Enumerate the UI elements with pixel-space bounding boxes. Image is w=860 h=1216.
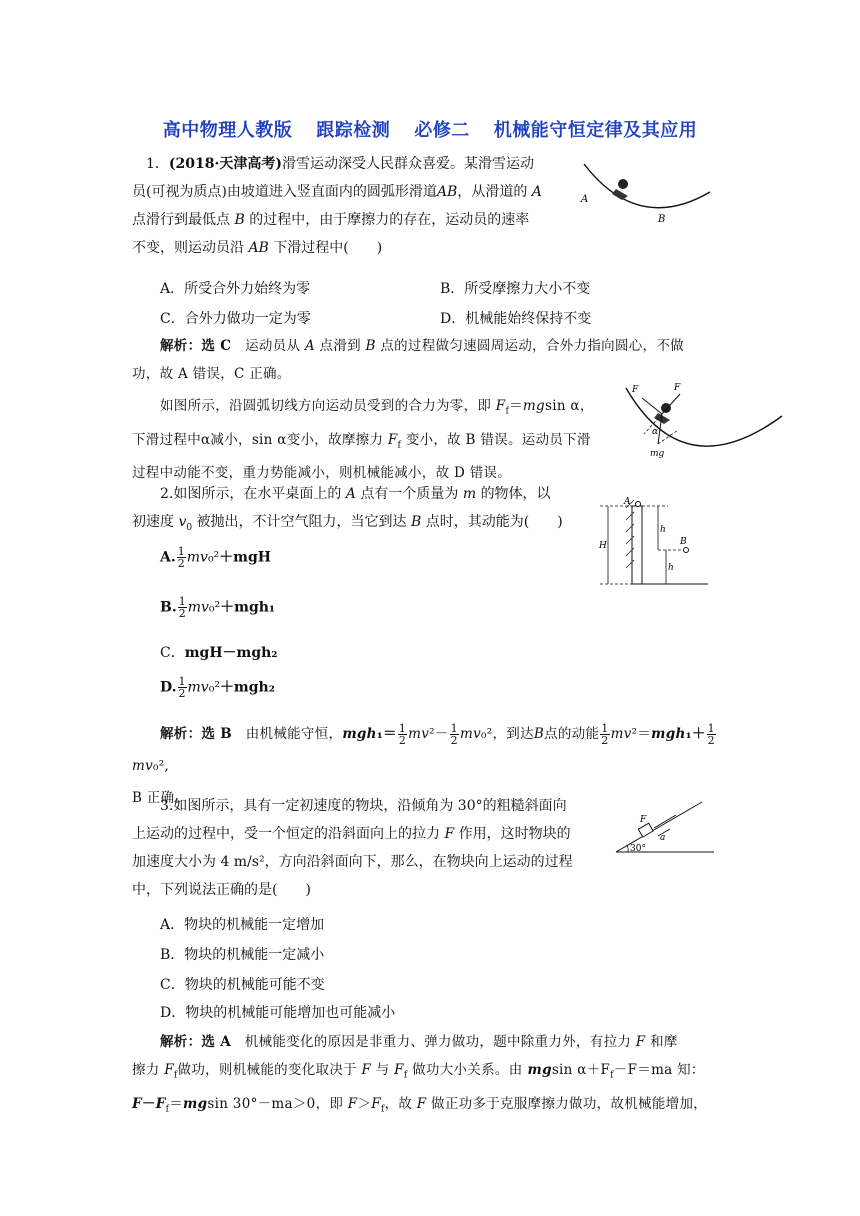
q3-option-b[interactable]: B．物块的机械能一定减小 xyxy=(160,947,325,963)
q3-an-4: 做功，则机械能的变化取决于 xyxy=(177,1062,357,1078)
q2-opt-a-label: A. xyxy=(160,549,176,566)
q2-fig-label-h2: h xyxy=(668,563,674,573)
q1-option-b[interactable]: B．所受摩擦力大小不变 xyxy=(440,281,591,297)
q1-stem-e: 的过程中，由于摩擦力的存在，运动员的速率 xyxy=(249,212,530,228)
q2-opt-c-label: C． xyxy=(160,645,185,661)
q1-an-7: 下滑过程中α减小，sin α变小，故摩擦力 xyxy=(132,431,388,448)
q1-arc-ab-2: AB xyxy=(244,240,274,256)
q2-an-4: B 正确。 xyxy=(132,790,189,806)
title-part-4: 机械能守恒定律及其应用 xyxy=(493,120,698,141)
q1-fig2-ff: F xyxy=(632,385,639,395)
q1-stem-a: 滑雪运动深受人民群众喜爱。某滑雪运动 xyxy=(282,156,535,172)
q2-figure xyxy=(596,496,716,586)
q3-stem-b: 上运动的过程中，受一个恒定的沿斜面向上的拉力 xyxy=(132,826,440,842)
q2-stem-b: 点有一个质量为 xyxy=(360,486,459,502)
q3-stem-d: 加速度大小为 4 m/s²，方向沿斜面向下，那么，在物块向上运动的过程 xyxy=(132,854,573,870)
q1-stem-c: ，从滑道的 xyxy=(457,184,528,200)
q3-an-6: 做功大小关系。由 xyxy=(412,1062,523,1078)
q1-option-c[interactable]: C．合外力做功一定为零 xyxy=(160,311,311,327)
q3-an-5: 与 xyxy=(375,1062,390,1078)
q3-option-d[interactable]: D．物块的机械能可能增加也可能减小 xyxy=(160,1005,396,1021)
q3-stem: 3.如图所示，具有一定初速度的物块，沿倾角为 30°的粗糙斜面向 上运动的过程中，受一个恒定的沿斜面向上的拉力 F 作用，这时物块的 加速度大小为 4 m/s²，方向沿斜面向下，那么，在物块向上运动的过程 中，下列说法正确的是( ) xyxy=(132,798,573,898)
q1-figure-forces xyxy=(622,378,788,462)
q1-analysis-2: 如图所示，沿圆弧切线方向运动员受到的合力为零，即 $F_f=mgsin$ α， 下滑过程中α减小，sin α变小，故摩擦力 $F_f$ 变小，故 B 错误。运动员下滑 过程中动能不变，重力势能减小，则机械能减小，故 D 错误。 xyxy=(132,398,594,482)
q2-opt-b-label: B. xyxy=(160,599,177,616)
q3-an-9: sin 30°－ma＞0，即 xyxy=(207,1095,344,1112)
q1-fig-label-b: B xyxy=(658,214,666,225)
q3-figure xyxy=(610,796,720,860)
q1-an-8: 变小，故 B 错误。运动员下滑 xyxy=(405,431,591,448)
q2-stem: 2.如图所示，在水平桌面上的 A 点有一个质量为 m 的物体，以 初速度 $v_0$ 被抛出，不计空气阻力，当它到达 B 点时，其动能为( ) xyxy=(132,486,563,533)
q1-fig-label-a: A xyxy=(581,194,589,205)
q1-fig2-alpha: α xyxy=(652,427,659,437)
q1-an-6: sin α， xyxy=(544,398,594,414)
q1-an-3: 点的过程做匀速圆周运动，合外力指向圆心，不做 xyxy=(380,338,684,354)
q1-number: 1． xyxy=(146,156,169,172)
q1-stem-f: 不变，则运动员沿 xyxy=(132,240,244,256)
q1-arc-ab: AB xyxy=(436,184,458,200)
q3-an-2: 和摩 xyxy=(650,1034,678,1050)
q1-stem-d: 点滑行到最低点 xyxy=(132,212,230,228)
q2-analysis: 解析：选 B 由机械能守恒，mgh₁＝ $\frac{1}{2}$ mv²－ $\frac{1}{2}$ mv₀²，到达B点的动能 $\frac{1}{2}$ mv²＝mgh₁＋ $\frac{1}{2}$ mv₀², B 正确。 xyxy=(132,722,715,806)
q2-opt-d-rest: ＋mgh₂ xyxy=(219,679,275,696)
q2-an-3: 点的动能 xyxy=(544,726,600,742)
title-part-1: 高中物理人教版 xyxy=(162,120,293,141)
q1-figure-slope xyxy=(578,156,718,228)
title-part-2: 跟踪检测 xyxy=(316,120,391,141)
page-title xyxy=(0,116,860,142)
q1-an-4: 功，故 A 错误，C 正确。 xyxy=(132,366,291,382)
q3-an-11: 做正功多于克服摩擦力做功，故机械能增加， xyxy=(431,1095,708,1112)
q3-analysis-choice: 选 A xyxy=(201,1034,231,1050)
q1-an-2: 点滑到 xyxy=(319,338,361,354)
q2-option-d[interactable]: D. $\frac{1}{2}$ mv₀²＋mgh₂ xyxy=(160,675,275,700)
q2-fig-label-h: H xyxy=(599,541,607,551)
q2-opt-d-label: D. xyxy=(160,679,177,696)
q3-an-7: sin α＋F xyxy=(551,1062,611,1078)
q1-an-9: 过程中动能不变，重力势能减小，则机械能减小，故 D 错误。 xyxy=(132,465,512,482)
title-part-3: 必修二 xyxy=(414,120,470,141)
q1-point-b: B xyxy=(230,212,250,228)
q3-option-a[interactable]: A．物块的机械能一定增加 xyxy=(160,917,325,933)
q1-fig2-fn: F xyxy=(674,383,681,393)
q2-fig-label-h1: h xyxy=(660,525,666,535)
q3-option-c[interactable]: C．物块的机械能可能不变 xyxy=(160,977,325,993)
q2-opt-c-rest: mgH－mgh₂ xyxy=(184,645,278,661)
q2-option-a[interactable]: A. $\frac{1}{2}$ mv₀²＋mgH xyxy=(160,545,272,570)
q2-opt-a-rest: ＋mgH xyxy=(219,549,272,566)
q3-analysis: 解析：选 A 机械能变化的原因是非重力、弹力做功，题中除重力外，有拉力 F 和摩 擦力 $F_f$做功，则机械能的变化取决于 F 与 $F_f$ 做功大小关系。由 mgsin $\alpha+F_f-F=ma$ 知： $F-F_f=mgsin$ 30°－ma＞0，即 $F>F_f$，故 F 做正功多于克服摩擦力做功，故机械能增加， xyxy=(132,1034,708,1115)
q2-stem-d: 初速度 xyxy=(132,514,174,530)
q2-stem-a: 2.如图所示，在水平桌面上的 xyxy=(160,486,342,502)
q3-stem-e: 中，下列说法正确的是( ) xyxy=(132,882,311,898)
q2-an-1: 由机械能守恒， xyxy=(245,726,343,742)
q3-stem-a: 3.如图所示，具有一定初速度的物块，沿倾角为 30°的粗糙斜面向 xyxy=(160,798,567,814)
q3-analysis-label: 解析： xyxy=(160,1034,202,1050)
q2-fig-label-b: B xyxy=(680,537,687,547)
q3-stem-c: 作用，这时物块的 xyxy=(458,826,571,842)
q2-opt-b-rest: ＋mgh₁ xyxy=(220,599,276,616)
q3-an-1: 机械能变化的原因是非重力、弹力做功，题中除重力外，有拉力 xyxy=(244,1034,632,1050)
q2-stem-f: 点时，其动能为( ) xyxy=(425,514,563,530)
q3-an-3: 擦力 xyxy=(132,1062,160,1078)
q1-stem-b: 员(可视为质点)由坡道进入竖直面内的圆弧形滑道 xyxy=(132,184,437,200)
q1-an-1: 运动员从 xyxy=(245,338,301,354)
q1-fig2-mg: mg xyxy=(650,449,665,459)
q1-option-d[interactable]: D．机械能始终保持不变 xyxy=(440,311,592,327)
q1-stem-g: 下滑过程中( ) xyxy=(273,240,383,256)
q2-option-c[interactable] xyxy=(160,642,277,662)
q1-analysis-label: 解析： xyxy=(160,338,202,354)
q3-fig-label-a: a xyxy=(660,833,666,843)
q2-stem-e: 被抛出，不计空气阻力，当它到达 xyxy=(196,514,407,530)
q2-an-2: ，到达 xyxy=(492,726,534,742)
q1-stem xyxy=(132,150,572,262)
q3-fig-label-f: F xyxy=(640,815,647,825)
q3-an-8: －F＝ma 知： xyxy=(613,1062,705,1078)
q3-fig-label-angle: 30° xyxy=(630,844,646,854)
q3-an-10: ，故 xyxy=(384,1095,413,1112)
q1-an-5: 如图所示，沿圆弧切线方向运动员受到的合力为零，即 xyxy=(160,398,496,414)
q2-stem-c: 的物体，以 xyxy=(480,486,551,502)
q2-fig-label-a: A xyxy=(624,497,631,507)
q1-analysis-1: 解析：选 C 运动员从 A 点滑到 B 点的过程做匀速圆周运动，合外力指向圆心，不做 功，故 A 错误，C 正确。 xyxy=(132,338,684,382)
q2-analysis-label: 解析： xyxy=(160,726,202,742)
q1-analysis-choice: 选 C xyxy=(201,338,232,354)
q1-point-a: A xyxy=(527,184,542,200)
q1-source: (2018·天津高考) xyxy=(168,156,283,172)
q1-option-a[interactable]: A．所受合外力始终为零 xyxy=(160,281,311,297)
q2-analysis-choice: 选 B xyxy=(201,726,232,742)
q2-option-b[interactable]: B. $\frac{1}{2}$ mv₀²＋mgh₁ xyxy=(160,595,276,620)
